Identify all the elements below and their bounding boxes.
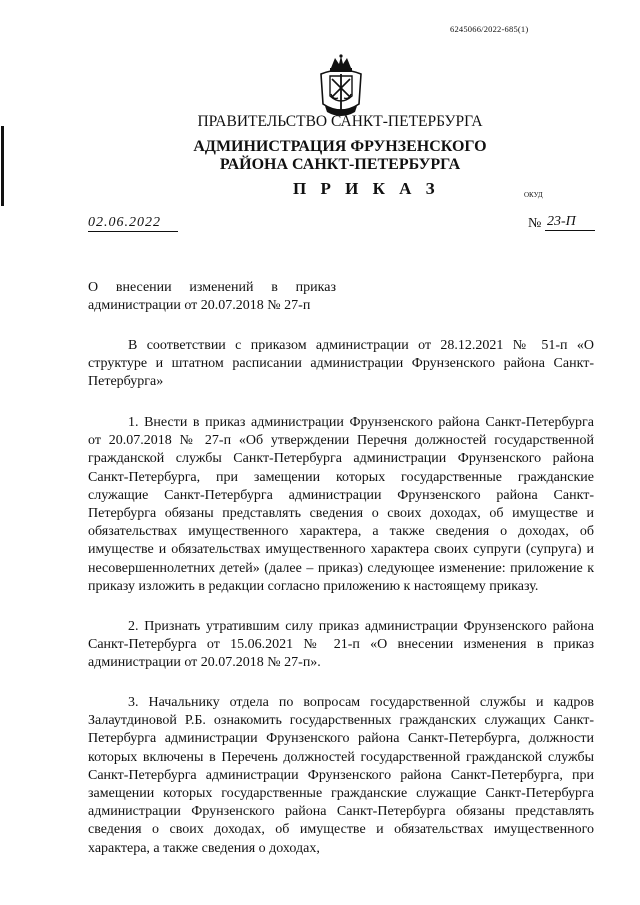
- order-subject-line2: администрации от 20.07.2018 № 27-п: [88, 297, 311, 313]
- handwritten-order-number: 23-П: [545, 214, 595, 231]
- handwritten-date: 02.06.2022: [88, 215, 178, 232]
- clause-3-paragraph: 3. Начальнику отдела по вопросам государственной службы и кадров Залаутдиновой Р.Б. ознакомить государственных гражданских служащих Санкт-Петербурга администрации Фрунзенского района Санкт-Петербурга, должности которых включены в Перечень должностей государственной гражданской службы Санкт-Петербурга администрации Фрунзенского района Санкт-Петербурга, при замещении которых государственные гражданские служащие Санкт-Петербурга администрации Фрунзенского района Санкт-Петербурга обязаны представлять сведения о своих доходах, об имуществе и обязательствах имущественного характера, а также сведения о доходах,: [88, 695, 594, 856]
- order-number-label: №: [528, 216, 542, 231]
- clause-2-paragraph: 2. Признать утратившим силу приказ администрации Фрунзенского района Санкт-Петербурга от 15.06.2021 № 21-п «О внесении изменения в приказ администрации от 20.07.2018 № 27-п».: [88, 619, 594, 671]
- government-title: ПРАВИТЕЛЬСТВО САНКТ-ПЕТЕРБУРГА: [197, 113, 483, 130]
- okud-label: ОКУД: [524, 191, 543, 199]
- clause-1-paragraph: 1. Внести в приказ администрации Фрунзенского района Санкт-Петербурга от 20.07.2018 № 27-п «Об утверждении Перечня должностей государственной гражданской службы Санкт-Петербурга администрации Фрунзенского района Санкт-Петербурга, при замещении которых государственные гражданские служащие Санкт-Петербурга администрации Фрунзенского района Санкт-Петербурга обязаны представлять сведения о своих доходах, об имуществе и обязательствах имущественного характера, а также сведения о доходах, об имуществе и обязательствах имущественного характера своих супруги (супруга) и несовершеннолетних детей» (далее – приказ) следующее изменение: приложение к приказу изложить в редакции согласно приложению к настоящему приказу.: [88, 415, 594, 594]
- order-subject-line1: О внесении изменений в приказ: [88, 280, 336, 295]
- preamble-paragraph: В соответствии с приказом администрации от 28.12.2021 № 51-п «О структуре и штатном расписании администрации Фрунзенского района Санкт-Петербурга»: [88, 338, 594, 390]
- document-type-title: П Р И К А З: [293, 179, 440, 198]
- order-subject: [88, 279, 336, 314]
- st-petersburg-coat-of-arms-icon: [317, 54, 365, 120]
- administration-title-line1: АДМИНИСТРАЦИЯ ФРУНЗЕНСКОГО: [193, 138, 487, 155]
- administration-title-line2: РАЙОНА САНКТ-ПЕТЕРБУРГА: [219, 156, 461, 173]
- document-id: 6245066/2022-685(1): [450, 24, 529, 34]
